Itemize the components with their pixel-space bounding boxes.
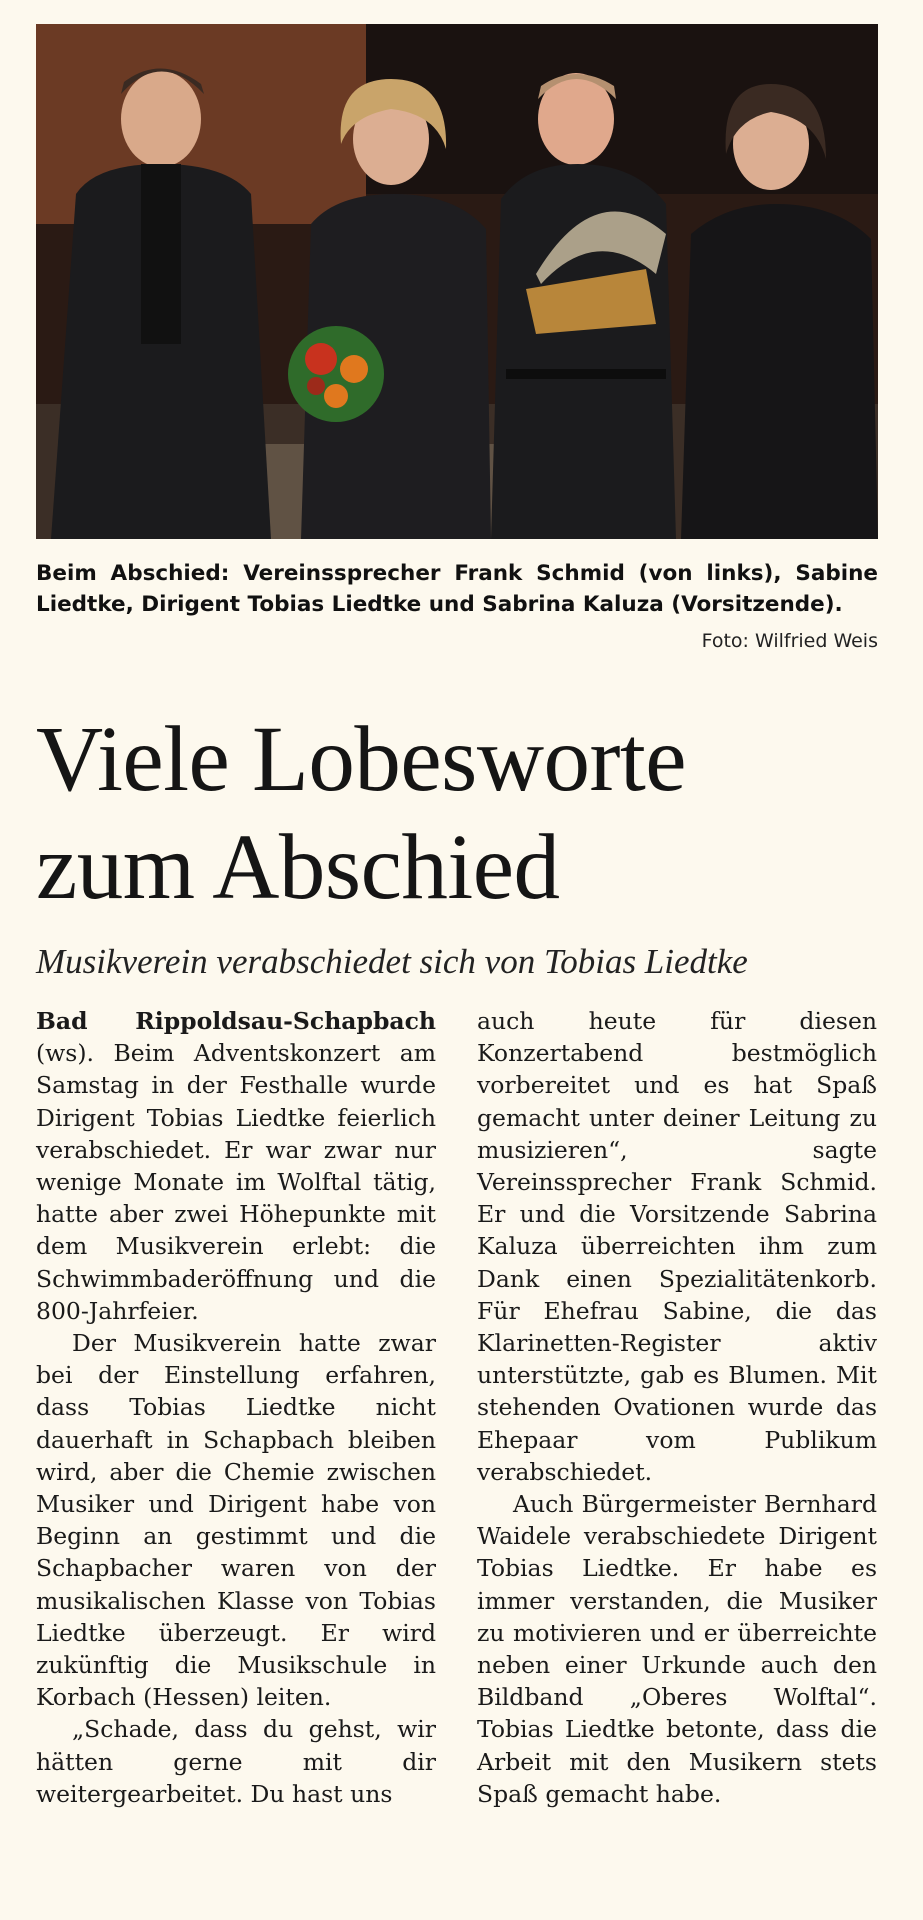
- text-column-right: [477, 1005, 877, 1810]
- paragraph: Der Musikverein hatte zwar bei der Einstellung erfahren, dass Tobias Liedtke nicht dauerhaft in Schapbach bleiben wird, aber die Chemie zwischen Musiker und Dirigent habe von Beginn an gestimmt und die Schapbacher waren von der musikalischen Klasse von Tobias Liedtke überzeugt. Er wird zukünftig die Musikschule in Korbach (Hessen) leiten.: [36, 1329, 436, 1712]
- paragraph-text: (ws). Beim Adventskonzert am Samstag in der Festhalle wurde Dirigent Tobias Liedtke feierlich verabschiedet. Er war zwar nur wenige Monate im Wolftal tätig, hatte aber zwei Höhepunkte mit dem Musikverein erlebt: die Schwimmbaderöffnung und die 800-Jahrfeier.: [36, 1039, 436, 1325]
- paragraph: auch heute für diesen Konzertabend bestmöglich vorbereitet und es hat Spaß gemacht unter deiner Leitung zu musizieren“, sagte Vereinssprecher Frank Schmid. Er und die Vorsitzende Sabrina Kaluza überreichten ihm zum Dank einen Spezialitätenkorb. Für Ehefrau Sabine, die das Klarinetten-Register aktiv unterstützte, gab es Blumen. Mit stehenden Ovationen wurde das Ehepaar vom Publikum verabschiedet.: [477, 1007, 877, 1486]
- photo-caption: Beim Abschied: Vereinssprecher Frank Schmid (von links), Sabine Liedtke, Dirigent Tobias Liedtke und Sabrina Kaluza (Vorsitzende).: [36, 561, 878, 617]
- photo-credit: Foto: Wilfried Weis: [701, 630, 878, 652]
- dateline: Bad Rippoldsau-Schapbach: [36, 1007, 436, 1035]
- headline-line-2: zum Abschied: [36, 816, 560, 919]
- paragraph: Auch Bürgermeister Bernhard Waidele verabschiedete Dirigent Tobias Liedtke. Er habe es immer verstanden, die Musiker zu motivieren und er überreichte neben einer Urkunde auch den Bildband „Oberes Wolftal“. Tobias Liedtke betonte, dass die Arbeit mit den Musikern stets Spaß gemacht habe.: [477, 1490, 877, 1808]
- subheadline: Musikverein verabschiedet sich von Tobias Liedtke: [36, 942, 748, 981]
- photo-image: [36, 24, 878, 539]
- headline: [36, 706, 896, 922]
- headline-line-1: Viele Lobesworte: [36, 708, 687, 811]
- article-photo: [36, 24, 878, 539]
- paragraph: „Schade, dass du gehst, wir hätten gerne mit dir weitergearbeitet. Du hast uns: [36, 1715, 436, 1808]
- paragraph: [36, 1005, 436, 1327]
- text-column-left: [36, 1005, 436, 1810]
